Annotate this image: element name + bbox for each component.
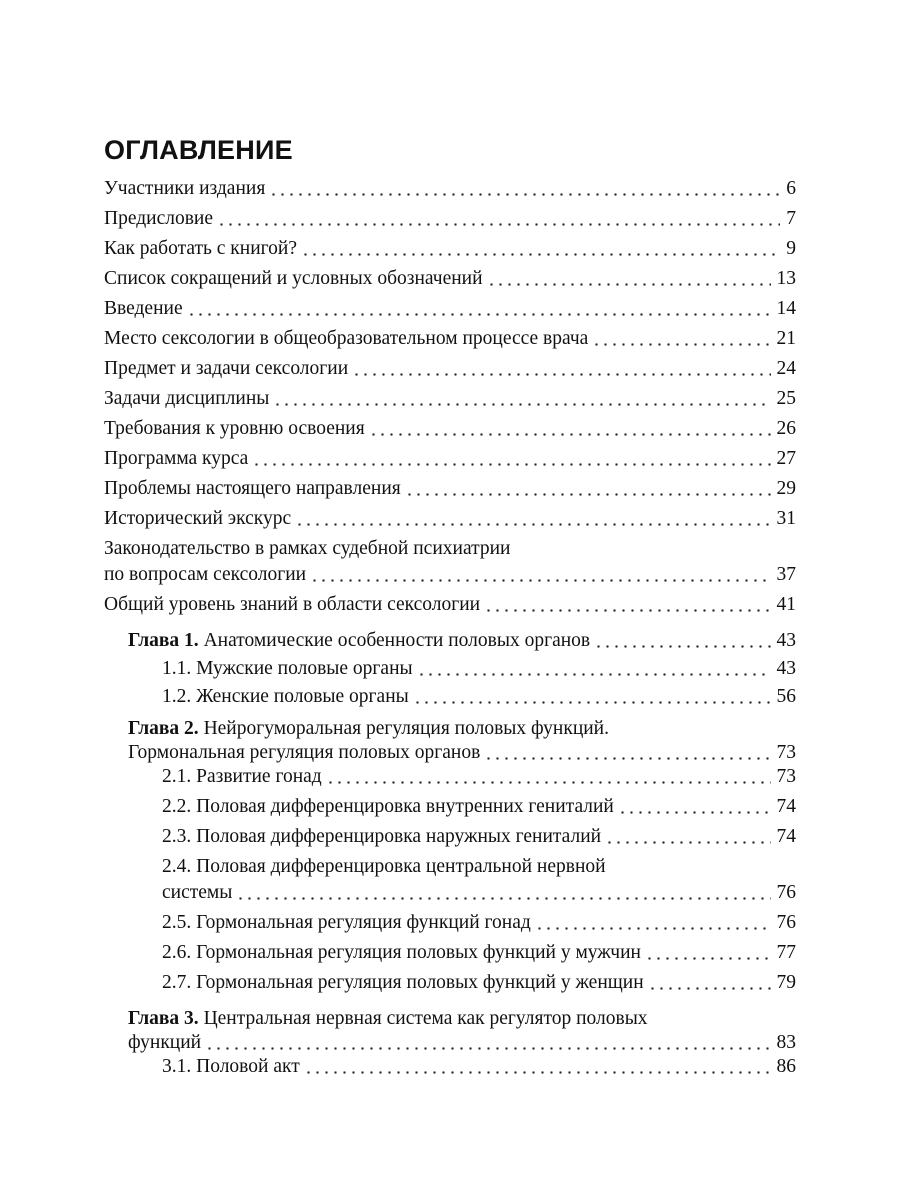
- toc-entry[interactable]: [104, 446, 796, 472]
- chapter-title-line1[interactable]: [128, 1006, 648, 1032]
- section-page: 77: [776, 942, 796, 963]
- toc-entry-page: 27: [776, 448, 796, 469]
- section-entry[interactable]: [162, 824, 796, 850]
- toc-entry[interactable]: [104, 236, 796, 262]
- chapter-page: 73: [776, 742, 796, 763]
- toc-entry[interactable]: [104, 386, 796, 412]
- dot-leader: [352, 373, 770, 376]
- section-page: 56: [776, 686, 796, 707]
- dot-leader: [592, 343, 770, 346]
- dot-leader: [304, 1071, 771, 1074]
- dot-leader: [301, 253, 780, 256]
- dot-leader: [484, 757, 770, 760]
- toc-entry-title-line1[interactable]: Законодательство в рамках судебной психиатрии: [104, 538, 511, 559]
- section-entry[interactable]: [162, 940, 796, 966]
- section-page: 76: [776, 882, 796, 903]
- toc-entry-page: 26: [776, 418, 796, 439]
- section-title: 1.1. Мужские половые органы: [162, 658, 413, 679]
- dot-leader: [645, 957, 771, 960]
- section-page: 74: [776, 796, 796, 817]
- toc-entry[interactable]: [104, 296, 796, 322]
- section-title: 2.5. Гормональная регуляция функций гонад: [162, 912, 531, 933]
- chapter-title: Центральная нервная система как регулятор половых: [203, 1008, 648, 1029]
- section-title: 3.1. Половой акт: [162, 1056, 300, 1077]
- chapter-label: Глава 3.: [128, 1008, 199, 1029]
- section-entry[interactable]: [162, 1054, 796, 1080]
- toc-entry[interactable]: [104, 476, 796, 502]
- dot-leader: [487, 283, 771, 286]
- dot-leader: [648, 987, 771, 990]
- section-entry[interactable]: [162, 880, 796, 906]
- toc-entry[interactable]: [104, 206, 796, 232]
- chapter-label: Глава 2.: [128, 718, 199, 739]
- toc-entry-page: 21: [776, 328, 796, 349]
- section-page: 43: [776, 658, 796, 679]
- dot-leader: [187, 313, 771, 316]
- section-title: 2.6. Гормональная регуляция половых функций у мужчин: [162, 942, 641, 963]
- dot-leader: [369, 433, 771, 436]
- toc-entry-page: 25: [776, 388, 796, 409]
- toc-entry[interactable]: [104, 416, 796, 442]
- section-title-line2: системы: [162, 882, 233, 903]
- toc-entry-title: Исторический экскурс: [104, 508, 292, 529]
- section-title: 1.2. Женские половые органы: [162, 686, 409, 707]
- toc-entry[interactable]: [104, 506, 796, 532]
- toc-entry-page: 14: [776, 298, 796, 319]
- toc-entry-page: 24: [776, 358, 796, 379]
- section-entry[interactable]: [162, 684, 796, 710]
- chapter-label: Глава 1.: [128, 630, 199, 651]
- section-title: 2.3. Половая дифференцировка наружных гениталий: [162, 826, 602, 847]
- dot-leader: [417, 673, 771, 676]
- dot-leader: [295, 523, 770, 526]
- chapter-page: 83: [776, 1032, 796, 1053]
- section-page: 76: [776, 912, 796, 933]
- toc-entry-page: 31: [776, 508, 796, 529]
- toc-entry-title: Задачи дисциплины: [104, 388, 270, 409]
- dot-leader: [236, 897, 770, 900]
- section-entry[interactable]: [162, 656, 796, 682]
- dot-leader: [484, 609, 770, 612]
- dot-leader: [405, 493, 771, 496]
- page-title: ОГЛАВЛЕНИЕ: [104, 135, 293, 165]
- dot-leader: [618, 811, 771, 814]
- toc-entry-title: Предмет и задачи сексологии: [104, 358, 349, 379]
- chapter-entry[interactable]: [128, 1030, 796, 1056]
- toc-entry-page: 29: [776, 478, 796, 499]
- dot-leader: [269, 193, 780, 196]
- toc-entry-title: Список сокращений и условных обозначений: [104, 268, 483, 289]
- toc-entry-title: Как работать с книгой?: [104, 238, 298, 259]
- toc-entry-page: 7: [786, 208, 796, 229]
- toc-entry-title: Участники издания: [104, 178, 266, 199]
- dot-leader: [273, 403, 770, 406]
- toc-entry[interactable]: [104, 592, 796, 618]
- toc-entry-page: 37: [776, 564, 796, 585]
- toc-entry-title: Проблемы настоящего направления: [104, 478, 401, 499]
- section-entry[interactable]: [162, 970, 796, 996]
- toc-entry[interactable]: [104, 176, 796, 202]
- dot-leader: [326, 781, 771, 784]
- toc-entry-title: Общий уровень знаний в области сексологии: [104, 594, 481, 615]
- chapter-entry[interactable]: [128, 740, 796, 766]
- toc-entry-page: 13: [776, 268, 796, 289]
- chapter-title-line2: функций: [128, 1032, 202, 1053]
- toc-entry[interactable]: [104, 356, 796, 382]
- chapter-title-line2: Гормональная регуляция половых органов: [128, 742, 481, 763]
- toc-entry[interactable]: [104, 326, 796, 352]
- section-title: 2.1. Развитие гонад: [162, 766, 322, 787]
- section-entry[interactable]: [162, 794, 796, 820]
- dot-leader: [310, 579, 770, 582]
- chapter-title-line1[interactable]: [128, 716, 609, 742]
- section-page: 86: [776, 1056, 796, 1077]
- toc-entry-title: Требования к уровню освоения: [104, 418, 365, 439]
- section-title: 2.2. Половая дифференцировка внутренних гениталий: [162, 796, 614, 817]
- dot-leader: [413, 701, 771, 704]
- chapter-page: 43: [776, 630, 796, 651]
- section-page: 74: [776, 826, 796, 847]
- section-entry[interactable]: [162, 764, 796, 790]
- chapter-title: Нейрогуморальная регуляция половых функций.: [203, 718, 609, 739]
- toc-entry-title: Предисловие: [104, 208, 214, 229]
- toc-entry-page: 9: [786, 238, 796, 259]
- section-page: 73: [776, 766, 796, 787]
- section-title-line1[interactable]: 2.4. Половая дифференцировка центральной нервной: [162, 856, 606, 877]
- dot-leader: [252, 463, 770, 466]
- section-title: 2.7. Гормональная регуляция половых функций у женщин: [162, 972, 644, 993]
- chapter-entry[interactable]: [128, 628, 796, 654]
- section-entry[interactable]: [162, 910, 796, 936]
- chapter-title: Анатомические особенности половых органов: [203, 630, 591, 651]
- toc-entry[interactable]: [104, 562, 796, 588]
- toc-entry-title: Место сексологии в общеобразовательном процессе врача: [104, 328, 589, 349]
- dot-leader: [217, 223, 780, 226]
- dot-leader: [594, 645, 770, 648]
- dot-leader: [605, 841, 770, 844]
- toc-entry[interactable]: [104, 266, 796, 292]
- toc-entry-title: Введение: [104, 298, 183, 319]
- toc-entry-title: Программа курса: [104, 448, 249, 469]
- toc-entry-page: 6: [786, 178, 796, 199]
- toc-entry-title-line2: по вопросам сексологии: [104, 564, 307, 585]
- toc-entry-page: 41: [776, 594, 796, 615]
- section-page: 79: [776, 972, 796, 993]
- dot-leader: [205, 1047, 770, 1050]
- dot-leader: [535, 927, 771, 930]
